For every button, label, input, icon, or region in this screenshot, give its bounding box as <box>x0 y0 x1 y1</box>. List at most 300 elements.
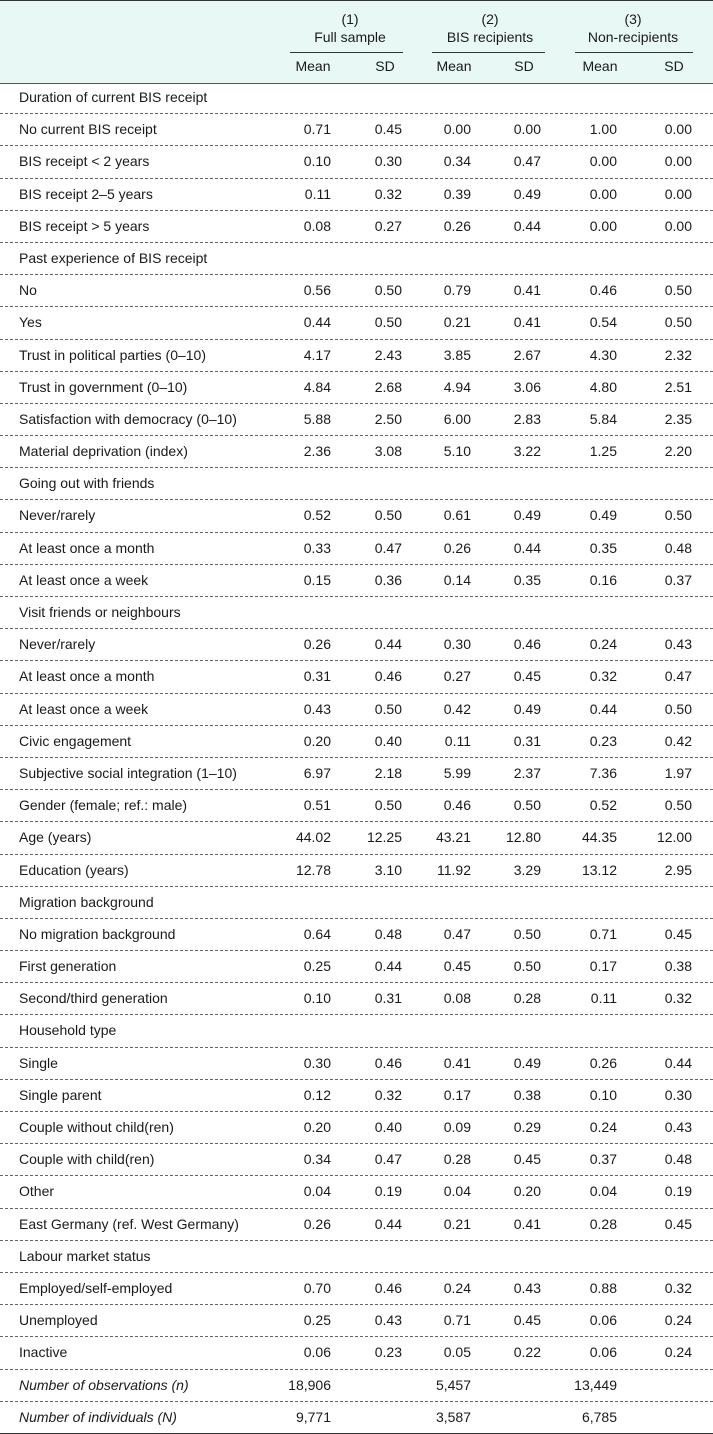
mean-cell: 0.17 <box>589 958 617 975</box>
mean-cell: 0.61 <box>443 507 471 524</box>
table-row <box>0 1080 713 1112</box>
sd-cell: 0.46 <box>513 636 541 653</box>
mean-cell: 0.47 <box>443 925 471 942</box>
table-row <box>0 468 713 500</box>
row-label: Employed/self-employed <box>19 1279 173 1296</box>
sd-cell: 2.51 <box>664 378 692 395</box>
table-row <box>0 919 713 951</box>
sd-cell: 0.32 <box>664 990 692 1007</box>
group-number: (2) <box>481 11 499 27</box>
table-row <box>0 1209 713 1241</box>
sd-cell: 0.50 <box>374 314 402 331</box>
group-header-full-sample <box>290 10 410 46</box>
sd-cell: 0.35 <box>513 571 541 588</box>
mean-cell: 0.70 <box>303 1279 331 1296</box>
mean-cell: 0.06 <box>589 1344 617 1361</box>
mean-cell: 0.26 <box>303 1215 331 1232</box>
row-label: Past experience of BIS receipt <box>19 249 208 266</box>
sd-cell: 0.50 <box>664 797 692 814</box>
sd-cell: 0.50 <box>374 797 402 814</box>
sd-cell: 0.27 <box>374 217 402 234</box>
table-row <box>0 565 713 597</box>
sd-cell: 0.32 <box>374 185 402 202</box>
sd-cell: 0.31 <box>513 732 541 749</box>
sd-cell: 0.19 <box>664 1183 692 1200</box>
mean-cell: 43.21 <box>435 829 471 846</box>
mean-cell: 0.44 <box>303 314 331 331</box>
mean-cell: 0.04 <box>589 1183 617 1200</box>
row-label: No <box>19 282 37 299</box>
sd-cell: 0.46 <box>374 668 402 685</box>
mean-cell: 0.11 <box>444 732 471 749</box>
mean-cell: 0.12 <box>303 1086 331 1103</box>
mean-cell: 18,906 <box>288 1376 331 1393</box>
row-label: Age (years) <box>19 829 92 846</box>
group-number: (3) <box>624 11 642 27</box>
table-row <box>0 1402 713 1434</box>
sd-cell: 0.50 <box>374 700 402 717</box>
mean-cell: 0.26 <box>589 1054 617 1071</box>
mean-cell: 0.31 <box>303 668 331 685</box>
sd-cell: 0.43 <box>374 1312 402 1329</box>
row-label: Couple with child(ren) <box>19 1151 155 1168</box>
mean-cell: 0.10 <box>589 1086 617 1103</box>
row-label: Visit friends or neighbours <box>19 604 181 620</box>
table-row <box>0 1112 713 1144</box>
sd-cell: 0.38 <box>513 1086 541 1103</box>
row-label: Couple without child(ren) <box>19 1119 174 1135</box>
mean-cell: 4.80 <box>589 378 617 395</box>
row-label: At least once a month <box>19 539 155 556</box>
row-label: No current BIS receipt <box>19 121 157 138</box>
sd-cell: 0.43 <box>664 1119 692 1135</box>
mean-cell: 0.33 <box>303 539 331 556</box>
mean-cell: 0.54 <box>589 314 617 331</box>
table-row <box>0 597 713 629</box>
group-rule-1 <box>290 52 403 53</box>
sd-cell: 0.49 <box>513 1054 541 1071</box>
sd-cell: 2.95 <box>664 861 692 878</box>
sd-cell: 0.45 <box>513 1151 541 1168</box>
sd-cell: 0.22 <box>513 1344 541 1361</box>
sd-cell: 0.49 <box>513 185 541 202</box>
mean-cell: 0.10 <box>303 153 331 170</box>
mean-cell: 9,771 <box>295 1408 331 1425</box>
row-label: Subjective social integration (1–10) <box>19 764 237 781</box>
sd-cell: 2.67 <box>513 346 541 363</box>
sd-cell: 0.00 <box>664 153 692 170</box>
mean-cell: 0.17 <box>443 1086 471 1103</box>
table-row <box>0 243 713 275</box>
subheader-sd: SD <box>375 58 395 74</box>
mean-cell: 0.24 <box>589 636 617 653</box>
mean-cell: 0.24 <box>589 1119 617 1135</box>
mean-cell: 0.44 <box>589 700 617 717</box>
mean-cell: 0.25 <box>303 1312 331 1329</box>
mean-cell: 0.34 <box>443 153 471 170</box>
sd-cell: 0.44 <box>664 1054 692 1071</box>
group-header-non-recipients <box>568 10 698 46</box>
mean-cell: 0.14 <box>443 571 471 588</box>
row-label: Labour market status <box>19 1247 151 1264</box>
sd-cell: 0.50 <box>664 507 692 524</box>
mean-cell: 0.41 <box>443 1054 471 1071</box>
row-label: Trust in political parties (0–10) <box>19 346 207 363</box>
sd-cell: 0.44 <box>374 1215 402 1232</box>
sd-cell: 2.68 <box>374 378 402 395</box>
mean-cell: 7.36 <box>589 764 617 781</box>
row-label: BIS receipt 2–5 years <box>19 185 153 202</box>
mean-cell: 0.04 <box>303 1183 331 1200</box>
table-row <box>0 500 713 532</box>
mean-cell: 0.24 <box>443 1279 471 1296</box>
row-label: BIS receipt < 2 years <box>19 153 150 170</box>
mean-cell: 0.06 <box>589 1312 617 1329</box>
sd-cell: 0.45 <box>664 925 692 942</box>
row-label: Migration background <box>19 893 154 910</box>
mean-cell: 0.32 <box>589 668 617 685</box>
mean-cell: 0.08 <box>443 990 471 1007</box>
group-name: BIS recipients <box>446 29 534 45</box>
table-row <box>0 179 713 211</box>
sd-cell: 0.47 <box>374 1151 402 1168</box>
sd-cell: 0.24 <box>664 1312 692 1329</box>
mean-cell: 1.00 <box>589 121 617 138</box>
table-row <box>0 1015 713 1047</box>
sd-cell: 0.47 <box>513 153 541 170</box>
sd-cell: 0.49 <box>513 700 541 717</box>
mean-cell: 0.00 <box>589 153 617 170</box>
mean-cell: 5,457 <box>435 1376 471 1393</box>
mean-cell: 0.27 <box>443 668 471 685</box>
sd-cell: 0.38 <box>664 958 692 975</box>
row-label: Yes <box>19 314 42 331</box>
row-label: Second/third generation <box>19 990 168 1007</box>
sd-cell: 0.00 <box>664 217 692 234</box>
table-row <box>0 1241 713 1273</box>
subheader-sd: SD <box>514 58 534 74</box>
mean-cell: 0.00 <box>589 217 617 234</box>
sd-cell: 0.00 <box>664 185 692 202</box>
mean-cell: 0.09 <box>443 1119 471 1135</box>
sd-cell: 0.50 <box>374 507 402 524</box>
row-label: Inactive <box>19 1344 68 1361</box>
row-label: Trust in government (0–10) <box>19 378 188 395</box>
mean-cell: 5.84 <box>589 410 617 427</box>
mean-cell: 5.88 <box>303 410 331 427</box>
sd-cell: 0.31 <box>374 990 402 1007</box>
sd-cell: 0.00 <box>664 121 692 138</box>
mean-cell: 0.26 <box>443 217 471 234</box>
mean-cell: 13,449 <box>574 1376 617 1393</box>
mean-cell: 0.25 <box>303 958 331 975</box>
mean-cell: 5.10 <box>443 443 471 460</box>
table-row <box>0 533 713 565</box>
table-row <box>0 211 713 243</box>
table-row <box>0 1048 713 1080</box>
sd-cell: 0.44 <box>374 636 402 653</box>
subheader-mean: Mean <box>582 58 618 74</box>
sd-cell: 1.97 <box>664 764 692 781</box>
row-label: Going out with friends <box>19 475 155 492</box>
mean-cell: 0.49 <box>589 507 617 524</box>
mean-cell: 4.30 <box>589 346 617 363</box>
mean-cell: 0.10 <box>303 990 331 1007</box>
mean-cell: 11.92 <box>437 861 471 878</box>
sd-cell: 0.32 <box>664 1279 692 1296</box>
mean-cell: 44.35 <box>581 829 617 846</box>
mean-cell: 0.42 <box>443 700 471 717</box>
mean-cell: 3,587 <box>435 1408 471 1425</box>
sd-cell: 0.30 <box>664 1086 692 1103</box>
mean-cell: 0.39 <box>443 185 471 202</box>
sd-cell: 3.06 <box>513 378 541 395</box>
mean-cell: 0.64 <box>303 925 331 942</box>
table-row <box>0 1176 713 1208</box>
mean-cell: 0.71 <box>303 121 331 138</box>
mean-cell: 3.85 <box>443 346 471 363</box>
sd-cell: 3.10 <box>374 861 402 878</box>
table-row <box>0 114 713 146</box>
row-label: Number of individuals (N) <box>19 1408 177 1425</box>
sd-cell: 2.32 <box>664 346 692 363</box>
row-label: Material deprivation (index) <box>19 443 188 460</box>
mean-cell: 0.46 <box>589 282 617 299</box>
table-row <box>0 822 713 854</box>
mean-cell: 0.00 <box>589 185 617 202</box>
sd-cell: 0.44 <box>513 539 541 556</box>
sd-cell: 2.20 <box>664 443 692 460</box>
table-row <box>0 1305 713 1337</box>
group-name: Non-recipients <box>587 29 679 45</box>
sd-cell: 0.43 <box>664 636 692 653</box>
row-label: Number of observations (n) <box>19 1376 189 1393</box>
mean-cell: 4.17 <box>303 346 331 363</box>
mean-cell: 0.20 <box>303 732 331 749</box>
sd-cell: 2.43 <box>374 346 402 363</box>
sd-cell: 0.44 <box>374 958 402 975</box>
table-row <box>0 855 713 887</box>
row-label: At least once a week <box>19 700 149 717</box>
row-label: Duration of current BIS receipt <box>19 89 208 105</box>
sd-cell: 0.50 <box>513 958 541 975</box>
mean-cell: 0.21 <box>443 1215 471 1232</box>
row-label: Other <box>19 1183 55 1200</box>
sd-cell: 0.47 <box>664 668 692 685</box>
mean-cell: 0.46 <box>443 797 471 814</box>
row-label: At least once a month <box>19 668 155 685</box>
mean-cell: 0.51 <box>303 797 331 814</box>
mean-cell: 0.00 <box>443 121 471 138</box>
table-row <box>0 1273 713 1305</box>
mean-cell: 0.37 <box>589 1151 617 1168</box>
sd-cell: 0.49 <box>513 507 541 524</box>
sd-cell: 0.45 <box>513 668 541 685</box>
mean-cell: 0.35 <box>589 539 617 556</box>
sd-cell: 0.50 <box>513 797 541 814</box>
sd-cell: 3.08 <box>374 443 402 460</box>
sd-cell: 0.50 <box>374 282 402 299</box>
sd-cell: 2.37 <box>513 764 541 781</box>
row-label: Unemployed <box>19 1312 98 1329</box>
mean-cell: 0.05 <box>443 1344 471 1361</box>
sd-cell: 0.41 <box>513 314 541 331</box>
sd-cell: 0.40 <box>374 732 402 749</box>
table-row <box>0 790 713 822</box>
mean-cell: 0.52 <box>589 797 617 814</box>
sd-cell: 0.48 <box>374 925 402 942</box>
mean-cell: 0.26 <box>443 539 471 556</box>
row-label: East Germany (ref. West Germany) <box>19 1215 239 1232</box>
sd-cell: 0.48 <box>664 1151 692 1168</box>
sd-cell: 2.50 <box>374 410 402 427</box>
sd-cell: 3.22 <box>513 443 541 460</box>
mean-cell: 0.71 <box>589 925 617 942</box>
sd-cell: 0.40 <box>374 1119 402 1135</box>
sd-cell: 0.30 <box>374 153 402 170</box>
sd-cell: 0.46 <box>374 1279 402 1296</box>
row-label: At least once a week <box>19 571 149 588</box>
sd-cell: 0.50 <box>664 700 692 717</box>
sd-cell: 0.45 <box>513 1312 541 1329</box>
sd-cell: 0.50 <box>513 925 541 942</box>
sd-cell: 0.50 <box>664 282 692 299</box>
row-label: Never/rarely <box>19 507 96 524</box>
mean-cell: 0.71 <box>443 1312 471 1329</box>
table-row <box>0 951 713 983</box>
sd-cell: 2.18 <box>374 764 402 781</box>
row-label: Education (years) <box>19 861 129 878</box>
mean-cell: 6,785 <box>581 1408 617 1425</box>
mean-cell: 0.28 <box>589 1215 617 1232</box>
sd-cell: 0.48 <box>664 539 692 556</box>
sd-cell: 0.43 <box>513 1279 541 1296</box>
sd-cell: 0.20 <box>513 1183 541 1200</box>
sd-cell: 0.00 <box>513 121 541 138</box>
mean-cell: 12.78 <box>295 861 331 878</box>
mean-cell: 4.84 <box>303 378 331 395</box>
mean-cell: 0.06 <box>303 1344 331 1361</box>
mean-cell: 0.20 <box>303 1119 331 1135</box>
table-row <box>0 1337 713 1369</box>
group-number: (1) <box>341 11 359 27</box>
sd-cell: 0.36 <box>374 571 402 588</box>
subheader-mean: Mean <box>436 58 472 74</box>
table-row <box>0 983 713 1015</box>
table-row <box>0 82 713 114</box>
table-row <box>0 340 713 372</box>
mean-cell: 4.94 <box>443 378 471 395</box>
table-row <box>0 404 713 436</box>
mean-cell: 6.97 <box>303 764 331 781</box>
sd-cell: 0.45 <box>664 1215 692 1232</box>
row-label: Gender (female; ref.: male) <box>19 797 188 814</box>
row-label: Single parent <box>19 1086 102 1103</box>
mean-cell: 6.00 <box>443 410 471 427</box>
mean-cell: 0.15 <box>303 571 331 588</box>
mean-cell: 0.88 <box>589 1279 617 1296</box>
group-header-bis-recipients <box>425 10 555 46</box>
mean-cell: 0.45 <box>443 958 471 975</box>
subheader-sd: SD <box>664 58 684 74</box>
sd-cell: 0.23 <box>374 1344 402 1361</box>
mean-cell: 0.26 <box>303 636 331 653</box>
sd-cell: 0.28 <box>513 990 541 1007</box>
sd-cell: 0.41 <box>513 282 541 299</box>
row-label: Civic engagement <box>19 732 132 749</box>
sd-cell: 0.46 <box>374 1054 402 1071</box>
mean-cell: 1.25 <box>589 443 617 460</box>
mean-cell: 0.56 <box>303 282 331 299</box>
table-row <box>0 629 713 661</box>
sd-cell: 0.47 <box>374 539 402 556</box>
mean-cell: 0.08 <box>303 217 331 234</box>
subheader-mean: Mean <box>295 58 331 74</box>
mean-cell: 0.11 <box>590 990 617 1007</box>
table-row <box>0 726 713 758</box>
mean-cell: 0.79 <box>443 282 471 299</box>
sd-cell: 12.00 <box>656 829 692 846</box>
mean-cell: 0.28 <box>443 1151 471 1168</box>
sd-cell: 12.25 <box>366 829 402 846</box>
row-label: BIS receipt > 5 years <box>19 217 150 234</box>
table-row <box>0 661 713 693</box>
row-label: Never/rarely <box>19 636 96 653</box>
mean-cell: 0.11 <box>304 185 331 202</box>
sd-cell: 2.83 <box>513 410 541 427</box>
group-rule-2 <box>432 52 545 53</box>
table-row <box>0 758 713 790</box>
row-label: Satisfaction with democracy (0–10) <box>19 410 237 427</box>
sd-cell: 0.50 <box>664 314 692 331</box>
sd-cell: 0.44 <box>513 217 541 234</box>
row-label: First generation <box>19 958 117 975</box>
row-label: No migration background <box>19 925 176 942</box>
table-body <box>0 82 713 1434</box>
table-header <box>0 0 713 84</box>
sd-cell: 3.29 <box>513 861 541 878</box>
mean-cell: 13.12 <box>581 861 617 878</box>
sd-cell: 0.45 <box>374 121 402 138</box>
mean-cell: 0.52 <box>303 507 331 524</box>
mean-cell: 0.34 <box>303 1151 331 1168</box>
sd-cell: 0.37 <box>664 571 692 588</box>
table-row <box>0 372 713 404</box>
table-row <box>0 1370 713 1402</box>
table-row <box>0 694 713 726</box>
table-row <box>0 146 713 178</box>
group-name: Full sample <box>314 29 386 45</box>
table-row <box>0 1144 713 1176</box>
table-row <box>0 275 713 307</box>
row-label: Household type <box>19 1022 117 1039</box>
table-row <box>0 307 713 339</box>
mean-cell: 0.16 <box>589 571 617 588</box>
group-rule-3 <box>575 52 693 53</box>
sd-cell: 0.41 <box>513 1215 541 1232</box>
sd-cell: 0.32 <box>374 1086 402 1103</box>
sd-cell: 12.80 <box>505 829 541 846</box>
mean-cell: 0.21 <box>443 314 471 331</box>
mean-cell: 0.43 <box>303 700 331 717</box>
sd-cell: 0.29 <box>513 1119 541 1135</box>
mean-cell: 0.30 <box>443 636 471 653</box>
sd-cell: 0.19 <box>374 1183 402 1200</box>
mean-cell: 2.36 <box>303 443 331 460</box>
sd-cell: 0.42 <box>664 732 692 749</box>
mean-cell: 44.02 <box>295 829 331 846</box>
table-row <box>0 887 713 919</box>
